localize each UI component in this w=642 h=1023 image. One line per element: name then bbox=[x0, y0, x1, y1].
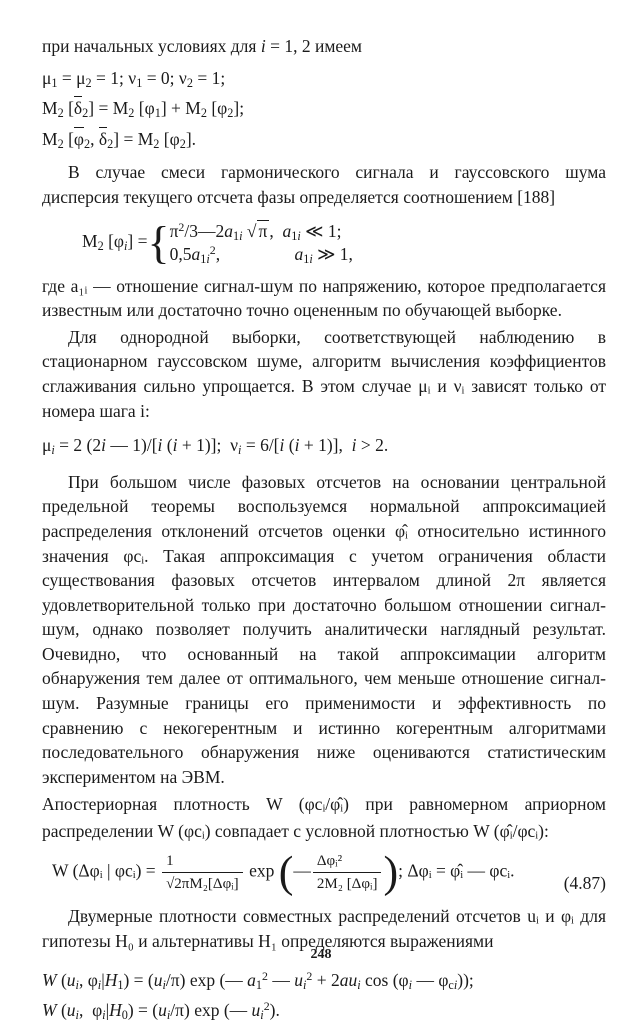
fraction-exponent: $\frac{\text{Δφᵢ²}}{\text{2M₂ [Δφᵢ]}}$ bbox=[313, 851, 382, 894]
fraction-normalization: $\frac{1}{\text{√2πM₂[Δφᵢ]}}$ bbox=[162, 851, 243, 894]
line-initial-conditions: при начальных условиях для i = 1, 2 имеем bbox=[42, 36, 363, 56]
equation-conditional-density: W (Δφᵢ | φcᵢ) = $\frac{1}{\text{√2πM₂[Δφᵢ]}}$ exp (— $\frac{\text{Δφᵢ²}}{\text{2M₂ [Δφᵢ]}}$ ); Δφᵢ = φ̂ᵢ — φcᵢ. (4.87) bbox=[52, 847, 606, 897]
equation-variance: $M_2$ $[\varphi_i]$ $=\{\pi^2/3—2a_{1i}$ √ π , $a_{1i}$ ≪ 1; $0,5a_{1i}^2$, $a_{1i}$ ≫ 1, bbox=[82, 216, 353, 268]
page-body bbox=[42, 34, 606, 1023]
paragraph-homogeneous-sample: Для однородной выборки, соответствующей наблюдению в стационарном гауссовском шуме, алгоритм вычисления коэффициентов сглаживания сильно упрощается. В этом случае μᵢ и νᵢ зависят только от номера шага i: bbox=[42, 326, 606, 421]
equation-density-h1: W ($u_i$, $\varphi_i|H_1) = (u_i/\pi)$ exp (— $a_1^2$ — $u_i^2 + 2au_i$ $\cos (\varphi_i$ — $\varphi_{ci}$)); bbox=[42, 968, 474, 992]
paragraph-normal-approximation: При большом числе фазовых отсчетов на основании центральной предельной теоремы воспользуемся нормальной аппроксимацией распределения отклонений отсчетов оценки φ̂ᵢ относительно истинного значения φcᵢ. Такая аппроксимация с учетом ограничения области существования фазовых отсчетов интервалом длиной 2π является удовлетворительной только при достаточно большом отношении сигнал-шум, однако позволяет получить аналитически наглядный результат. Очевидно, что основанный на такой аппроксимации алгоритм обнаружения тем далее от оптимального, чем меньше отношение сигнал-шум. Разумные границы его применимости и эффективность по сравнению с некогерентным и истинно когерентным алгоритмами последовательного обнаружения ниже оцениваются статистическим экспериментом на ЭВМ. bbox=[42, 471, 606, 787]
equation-density-h0: W ($u_i$, $\varphi_i|H_0) = (u_i/\pi)$ exp (— $u_i^2$). bbox=[42, 999, 280, 1023]
paragraph-posterior-density: Апостериорная плотность W (φcᵢ/φ̂ᵢ) при равномерном априорном распределении W (φcᵢ) совпадает с условной плотностью W (φ̂ᵢ/φcᵢ): bbox=[42, 794, 606, 842]
case-low-snr: $\pi^2/3—2a_{1i}$ √ π , $a_{1i}$ ≪ 1; bbox=[169, 219, 342, 243]
equation-mu-nu: $\mu_1 = \mu_2 = 1$; $\nu_1 = 0$; $\nu_2 = 1$; bbox=[42, 67, 226, 90]
equation-number: (4.87) bbox=[563, 873, 606, 894]
paragraph-harmonic-signal: В случае смеси гармонического сигнала и гауссовского шума дисперсия текущего отсчета фазы определяется соотношением [188] bbox=[42, 162, 606, 207]
paragraph-snr-definition: где a₁ᵢ — отношение сигнал-шум по напряжению, которое предполагается известным или достаточно точно оцененным по обучающей выборке. bbox=[42, 275, 606, 321]
paragraph-joint-densities: Двумерные плотности совместных распределений отсчетов uᵢ и φᵢ для гипотезы H₀ и альтернативы H₁ определяются выражениями bbox=[42, 906, 606, 952]
page-number: 248 bbox=[310, 947, 332, 962]
equation-m2-phi-delta: $M_2$ [$\varphi_2$, $\delta_2] = M_2$ $[\varphi_2]$. bbox=[42, 128, 197, 151]
case-high-snr: $0,5a_{1i}^2$, $a_{1i}$ ≫ 1, bbox=[169, 242, 353, 266]
equation-mu-nu-homogeneous: $\mu_i = 2$ (2i — 1)/[i (i + 1)]; $\nu_i = 6/[i$ (i + 1)], i > 2. bbox=[42, 435, 389, 458]
equation-m2-delta: $M_2$ $[\delta_2] = M_2$ $[\varphi_1] + M_2$ $[\varphi_2]$; bbox=[42, 98, 245, 121]
